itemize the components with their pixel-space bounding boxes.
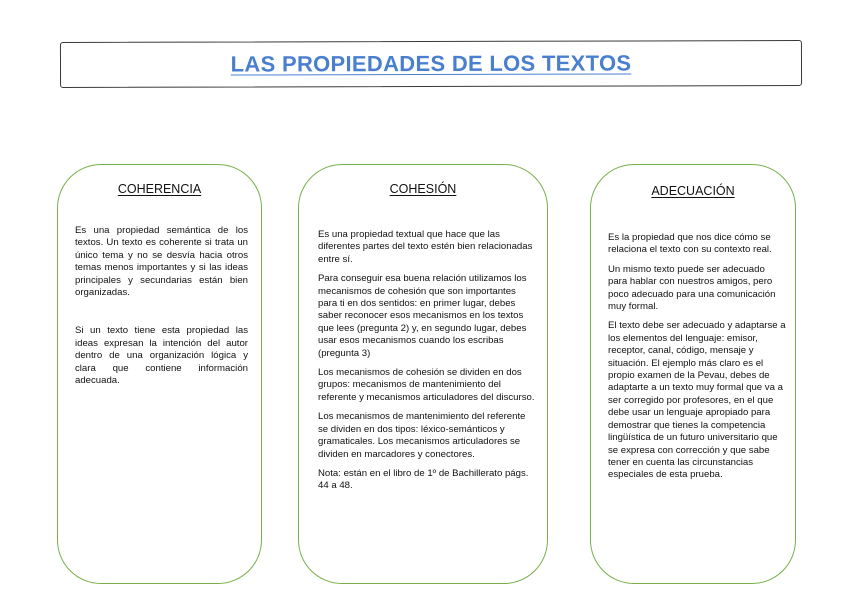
card-title-cohesion: COHESIÓN [389,182,457,196]
adecuacion-paragraph-3: El texto debe ser adecuado y adaptarse a los elementos del lenguaje: emisor, receptor, canal, código, mensaje y situación. El ejemplo más claro es el propio examen de la Pevau, debes de adaptarte a un texto muy formal que va a ser corregido por profesores, en el que debe usar un lenguaje apropiado para demostrar que tienes la competencia lingüística de un futuro universitario que se expresa con corrección y que sabe tener en cuenta las circunstancias especiales de esta prueba. [608,320,786,481]
card-body-adecuacion [608,232,786,489]
card-body-cohesion [318,229,537,500]
cohesion-paragraph-4: Los mecanismos de mantenimiento del referente se dividen en dos tipos: léxico-semánticos y gramaticales. Los mecanismos articuladores se dividen en marcadores y conectores. [318,411,526,460]
cohesion-paragraph-3: Los mecanismos de cohesión se dividen en dos grupos: mecanismos de mantenimiento del referente y mecanismos articuladores del discurso. [318,367,535,403]
card-cohesion [298,164,548,584]
card-coherencia [57,164,262,584]
card-adecuacion [590,164,796,584]
adecuacion-paragraph-1: Es la propiedad que nos dice cómo se relaciona el texto con su contexto real. [608,232,772,256]
coherencia-paragraph-2: Si un texto tiene esta propiedad las ideas expresan la intención del autor dentro de una organización lógica y clara que contiene información adecuada. [75,325,248,387]
cohesion-note: Nota: están en el libro de 1º de Bachillerato págs. 44 a 48. [318,467,529,492]
card-body-coherencia [75,225,248,413]
adecuacion-paragraph-2: Un mismo texto puede ser adecuado para hablar con nuestros amigos, pero poco adecuado para una comunicación muy formal. [608,263,776,313]
title-banner [60,40,802,88]
cohesion-paragraph-2: Para conseguir esa buena relación utilizamos los mecanismos de cohesión que son importantes para ti en dos sentidos: en primer lugar, debes saber reconocer esos mecanismos en los textos que lees (pregunta 2) y, en segundo lugar, debes usar esos mecanismos cuando los escribas (pregunta 3) [318,273,527,359]
card-title-coherencia: COHERENCIA [117,182,202,196]
page-title: LAS PROPIEDADES DE LOS TEXTOS [230,50,632,77]
cohesion-paragraph-1: Es una propiedad textual que hace que las diferentes partes del texto estén bien relacionadas entre sí. [318,229,533,265]
coherencia-paragraph-1: Es una propiedad semántica de los textos. Un texto es coherente si trata un único tema y no se desvía hacia otros temas menos importantes y si las ideas principales y secundarias están bien organizadas. [75,225,248,299]
card-title-adecuacion: ADECUACIÓN [651,184,735,198]
